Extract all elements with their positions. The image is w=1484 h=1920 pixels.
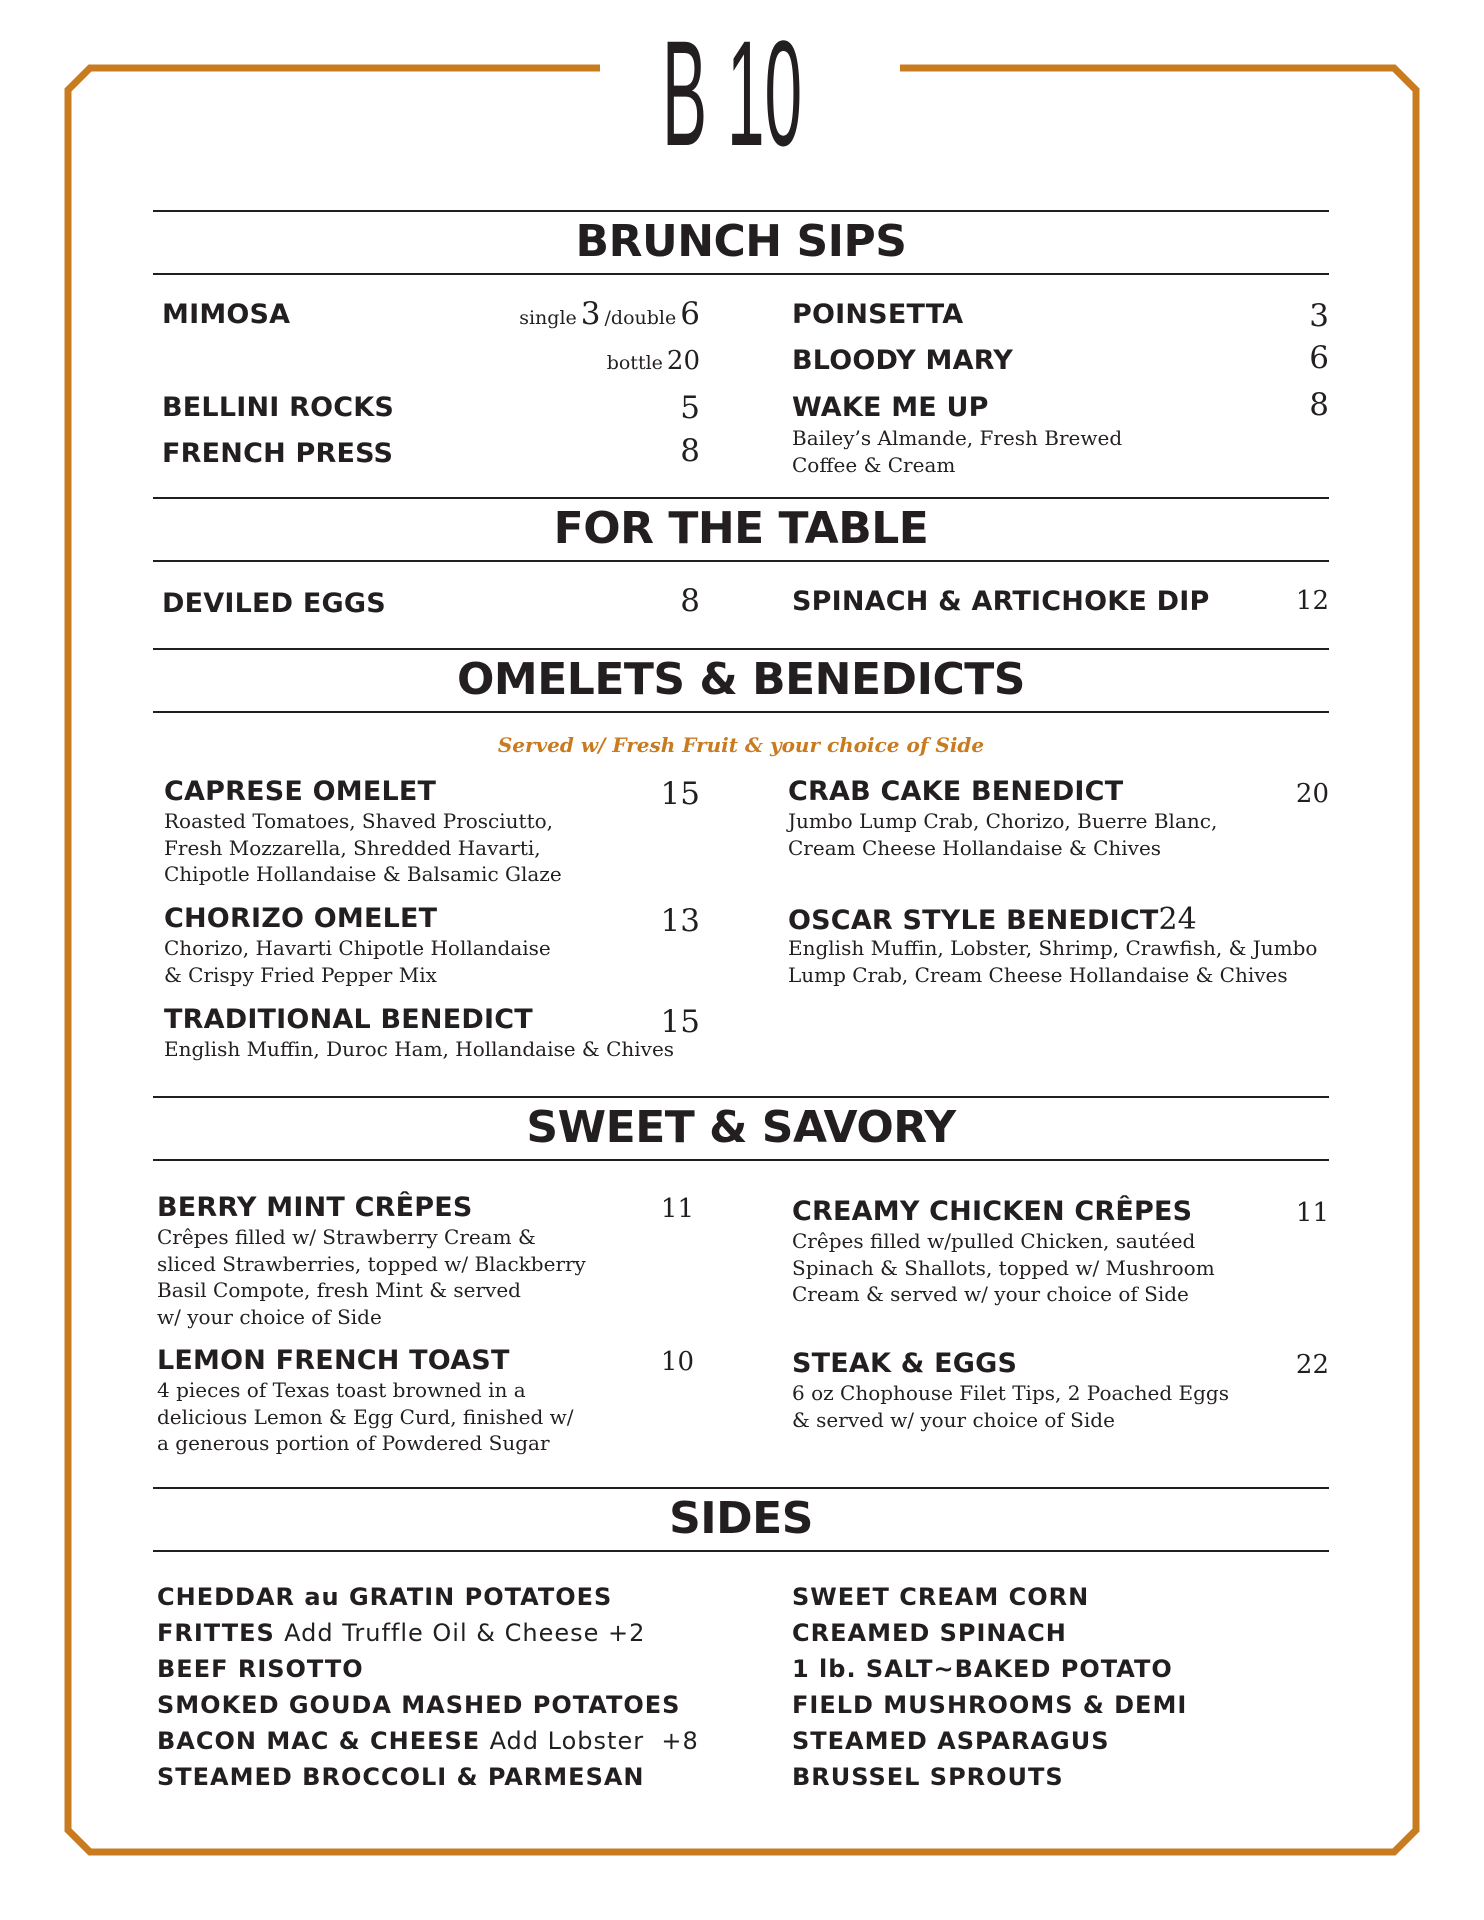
caprese-omelet-desc: [164, 808, 562, 888]
divider: [153, 1550, 1329, 1552]
mimosa-single-price: 3: [580, 296, 601, 332]
price-traditional-benedict: 15: [660, 1004, 700, 1040]
desc-line: Cream & served w/ your choice of Side: [792, 1282, 1189, 1306]
divider: [153, 273, 1329, 275]
desc-line: Chorizo, Havarti Chipotle Hollandaise: [164, 936, 551, 960]
logo-letter: B: [661, 9, 707, 177]
logo-number: 10: [726, 9, 802, 177]
desc-line: sliced Strawberries, topped w/ Blackberry: [157, 1251, 586, 1276]
desc-line: Coffee & Cream: [792, 452, 956, 477]
side-item: 1 lb. SALT~BAKED POTATO: [792, 1655, 1173, 1683]
price-creamy-chicken-crepes: 11: [1295, 1198, 1329, 1228]
divider: [153, 1096, 1329, 1098]
desc-line: Fresh Mozzarella, Shredded Havarti,: [164, 835, 541, 860]
menu-item-oscar-style-benedict: OSCAR STYLE BENEDICT: [788, 905, 1159, 936]
divider: [153, 1159, 1329, 1161]
desc-line: w/ your choice of Side: [157, 1304, 382, 1329]
desc-line: Crêpes filled w/pulled Chicken, sautéed: [792, 1229, 1196, 1253]
price-wake-me-up: 8: [1309, 387, 1329, 423]
menu-item-lemon-french-toast: LEMON FRENCH TOAST: [157, 1345, 510, 1376]
traditional-benedict-desc: [164, 1036, 674, 1063]
section-title-sides: SIDES: [669, 1493, 813, 1544]
side-item-name: SMOKED GOUDA MASHED POTATOES: [157, 1691, 681, 1719]
divider: [153, 648, 1329, 650]
menu-item-steak-eggs: STEAK & EGGS: [792, 1348, 1018, 1379]
desc-line: a generous portion of Powdered Sugar: [157, 1431, 550, 1455]
berry-mint-crepes-desc: [157, 1224, 586, 1330]
menu-item-french-press: FRENCH PRESS: [162, 438, 394, 469]
menu-item-poinsetta: POINSETTA: [792, 299, 964, 330]
side-item: [157, 1619, 645, 1647]
menu-item-caprese-omelet: CAPRESE OMELET: [164, 776, 437, 807]
section-title-brunch-sips: BRUNCH SIPS: [575, 216, 907, 267]
side-item: [157, 1655, 364, 1683]
desc-line: Jumbo Lump Crab, Chorizo, Buerre Blanc,: [788, 809, 1218, 833]
menu-item-mimosa: MIMOSA: [162, 299, 291, 330]
mimosa-bottle: [607, 346, 700, 376]
price-lemon-french-toast: 10: [660, 1347, 694, 1377]
price-spinach-artichoke-dip: 12: [1295, 586, 1329, 616]
wake-me-up-desc: [792, 425, 1122, 478]
desc-line: Lump Crab, Cream Cheese Hollandaise & Chives: [788, 962, 1288, 987]
steak-eggs-desc: [792, 1380, 1229, 1433]
menu-item-crab-cake-benedict: CRAB CAKE BENEDICT: [788, 776, 1124, 807]
menu-item-bloody-mary: BLOODY MARY: [792, 345, 1013, 376]
side-item-addon: Add Truffle Oil & Cheese +2: [284, 1619, 646, 1647]
side-item: [157, 1583, 612, 1611]
desc-line: 4 pieces of Texas toast browned in a: [157, 1378, 526, 1402]
divider: [153, 711, 1329, 713]
desc-line: Spinach & Shallots, topped w/ Mushroom: [792, 1255, 1215, 1280]
price-bellini-rocks: 5: [680, 390, 700, 426]
mimosa-prices: [519, 296, 700, 332]
desc-line: 6 oz Chophouse Filet Tips, 2 Poached Eggs: [792, 1381, 1229, 1405]
menu-item-creamy-chicken-crepes: CREAMY CHICKEN CRÊPES: [792, 1196, 1193, 1227]
menu-item-berry-mint-crepes: BERRY MINT CRÊPES: [157, 1192, 473, 1223]
price-oscar-style-benedict: 24: [1158, 902, 1197, 937]
desc-line: & Crispy Fried Pepper Mix: [164, 962, 437, 987]
price-caprese-omelet: 15: [660, 776, 700, 812]
mimosa-single-label: single: [519, 307, 577, 329]
oscar-style-benedict-desc: [788, 935, 1317, 988]
desc-line: Crêpes filled w/ Strawberry Cream &: [157, 1225, 536, 1249]
divider: [153, 1487, 1329, 1489]
menu-item-deviled-eggs: DEVILED EGGS: [162, 588, 386, 619]
divider: [153, 210, 1329, 212]
price-steak-eggs: 22: [1295, 1350, 1329, 1380]
price-deviled-eggs: 8: [680, 583, 700, 619]
side-item: [157, 1727, 699, 1755]
side-item: CREAMED SPINACH: [792, 1619, 1067, 1647]
price-poinsetta: 3: [1309, 298, 1329, 334]
side-item: STEAMED ASPARAGUS: [792, 1727, 1110, 1755]
side-item-name: STEAMED BROCCOLI & PARMESAN: [157, 1763, 645, 1791]
crab-cake-benedict-desc: [788, 808, 1217, 861]
section-title-sweet-savory: SWEET & SAVORY: [526, 1102, 956, 1153]
menu-item-chorizo-omelet: CHORIZO OMELET: [164, 903, 438, 934]
desc-line: delicious Lemon & Egg Curd, finished w/: [157, 1404, 574, 1429]
side-item-name: FRITTES: [157, 1619, 275, 1647]
divider: [153, 560, 1329, 562]
lemon-french-toast-desc: [157, 1377, 574, 1457]
oscar-heading: [788, 902, 1197, 937]
price-bloody-mary: 6: [1309, 340, 1329, 376]
mimosa-bottle-price: 20: [666, 346, 700, 376]
section-title-for-the-table: FOR THE TABLE: [553, 503, 929, 554]
price-french-press: 8: [680, 433, 700, 469]
price-crab-cake-benedict: 20: [1295, 779, 1329, 809]
side-item: SWEET CREAM CORN: [792, 1583, 1090, 1611]
price-chorizo-omelet: 13: [660, 903, 700, 939]
mimosa-double-label: /double: [604, 307, 677, 329]
desc-line: Basil Compote, fresh Mint & served: [157, 1278, 521, 1302]
menu-item-bellini-rocks: BELLINI ROCKS: [162, 392, 395, 423]
side-item-name: BEEF RISOTTO: [157, 1655, 364, 1683]
menu-item-wake-me-up: WAKE ME UP: [792, 392, 989, 423]
side-item: [157, 1763, 645, 1791]
desc-line: Bailey’s Almande, Fresh Brewed: [792, 426, 1123, 450]
omelets-subtitle: Served w/ Fresh Fruit & your choice of Side: [497, 733, 985, 757]
chorizo-omelet-desc: [164, 935, 551, 988]
side-item-name: BACON MAC & CHEESE: [157, 1727, 481, 1755]
desc-line: Chipotle Hollandaise & Balsamic Glaze: [164, 862, 562, 886]
side-item: [157, 1691, 680, 1719]
mimosa-double-price: 6: [680, 296, 700, 332]
side-item-addon: Add Lobster +8: [489, 1727, 699, 1755]
side-item: FIELD MUSHROOMS & DEMI: [792, 1691, 1188, 1719]
desc-line: & served w/ your choice of Side: [792, 1407, 1115, 1432]
creamy-chicken-crepes-desc: [792, 1228, 1215, 1308]
side-item-name: CHEDDAR au GRATIN POTATOES: [157, 1583, 613, 1611]
price-berry-mint-crepes: 11: [660, 1194, 694, 1224]
desc-line: English Muffin, Lobster, Shrimp, Crawfish, & Jumbo: [788, 936, 1318, 960]
desc-line: Cream Cheese Hollandaise & Chives: [788, 835, 1162, 860]
desc-line: Roasted Tomatoes, Shaved Prosciutto,: [164, 809, 554, 833]
mimosa-bottle-label: bottle: [606, 352, 663, 374]
menu-item-traditional-benedict: TRADITIONAL BENEDICT: [164, 1004, 533, 1035]
b10-logo: [660, 8, 840, 178]
menu-item-spinach-artichoke-dip: SPINACH & ARTICHOKE DIP: [792, 586, 1210, 617]
desc-line: English Muffin, Duroc Ham, Hollandaise & Chives: [164, 1037, 675, 1061]
side-item: BRUSSEL SPROUTS: [792, 1763, 1064, 1791]
divider: [153, 497, 1329, 499]
section-title-omelets-benedicts: OMELETS & BENEDICTS: [457, 654, 1025, 705]
